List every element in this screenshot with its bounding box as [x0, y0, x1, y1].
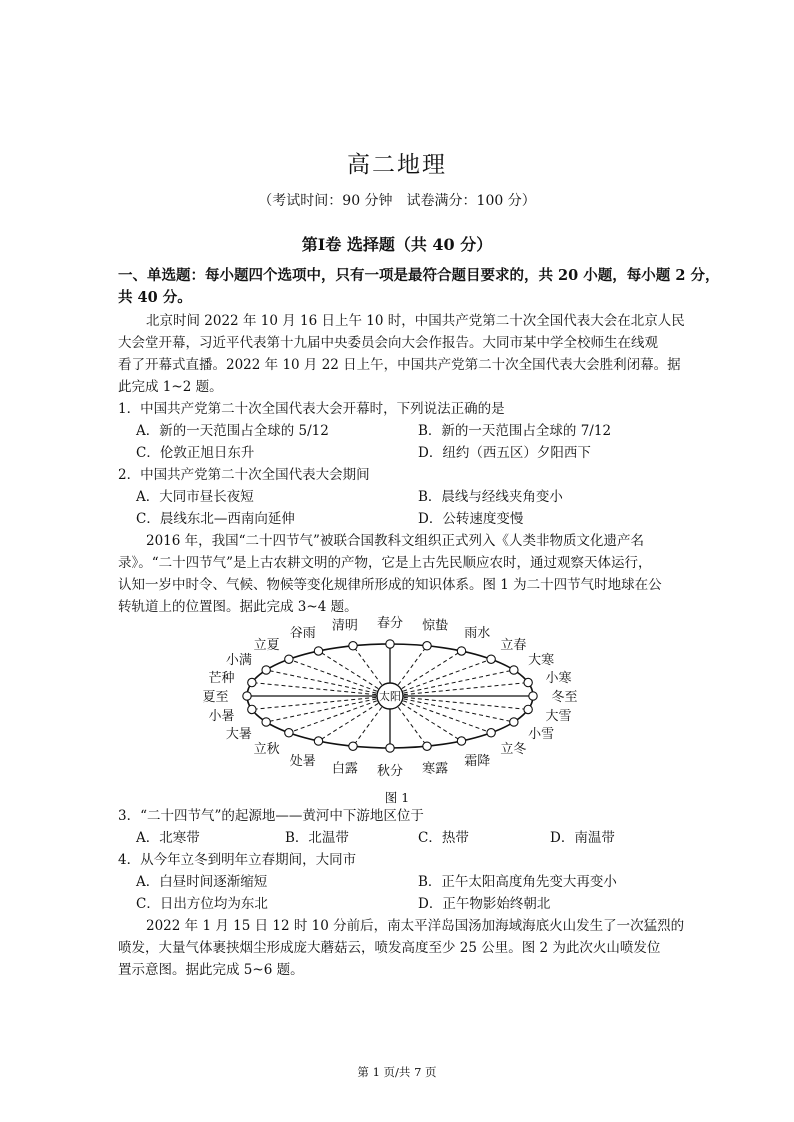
q4-option-b: B．正午太阳高度角先变大再变小: [418, 874, 617, 890]
passage2-line: 转轨道上的位置图。据此完成 3~4 题。: [118, 599, 358, 615]
earth-position-dot: [243, 692, 251, 700]
solar-term-label: 谷雨: [289, 626, 316, 642]
solar-term-label: 小暑: [208, 709, 235, 725]
passage3-line: 置示意图。据此完成 5~6 题。: [118, 962, 304, 978]
earth-position-dot: [487, 655, 495, 663]
solar-term-label: 小满: [225, 653, 252, 669]
passage2-line: 录》。“二十四节气”是上古农耕文明的产物，它是上古先民顺应农时，通过观察天体运行，: [118, 555, 652, 571]
earth-position-dot: [423, 742, 431, 750]
q3-option-a: A．北寒带: [136, 830, 200, 846]
q1-option-d: D．纽约（西五区）夕阳西下: [418, 445, 591, 461]
solar-term-label: 春分: [376, 616, 404, 632]
question-3-stem: 3．“二十四节气”的起源地——黄河中下游地区位于: [118, 808, 424, 824]
q2-option-d: D．公转速度变慢: [418, 511, 524, 527]
earth-position-dot: [349, 742, 357, 750]
solar-term-label: 惊蛰: [422, 618, 449, 634]
solar-term-label: 寒露: [422, 761, 449, 777]
passage1-line: 北京时间 2022 年 10 月 16 日上午 10 时，中国共产党第二十次全国代表大会在北京人民: [146, 313, 685, 329]
solar-term-label: 大暑: [225, 726, 252, 742]
q3-option-d: D．南温带: [550, 830, 615, 846]
earth-position-dot: [457, 647, 465, 655]
q1-option-b: B．新的一天范围占全球的 7/12: [418, 423, 612, 439]
earth-position-dot: [524, 678, 532, 686]
passage2-line: 2016 年，我国“二十四节气”被联合国教科文组织正式列入《人类非物质文化遗产名: [146, 533, 644, 549]
passage3-line: 喷发，大量气体裹挟烟尘形成庞大蘑菇云，喷发高度至少 25 公里。图 2 为此次火山喷发位: [118, 940, 661, 956]
earth-position-dot: [524, 705, 532, 713]
section-title: 第Ⅰ卷 选择题（共 40 分）: [301, 235, 493, 254]
q3-option-c: C．热带: [418, 830, 469, 846]
earth-position-dot: [248, 678, 256, 686]
earth-position-dot: [285, 655, 293, 663]
solar-term-label: 雨水: [464, 626, 491, 642]
question-2-stem: 2．中国共产党第二十次全国代表大会期间: [118, 467, 370, 483]
solar-term-label: 夏至: [202, 690, 229, 705]
solar-term-label: 冬至: [551, 690, 578, 705]
orbit-spoke: [390, 683, 528, 696]
part1-heading-line2: 共 40 分。: [118, 289, 192, 306]
q1-option-a: A．新的一天范围占全球的 5/12: [136, 423, 329, 439]
q3-option-b: B．北温带: [285, 830, 349, 846]
passage1-line: 此完成 1~2 题。: [118, 379, 223, 395]
solar-term-label: 立秋: [253, 742, 280, 758]
earth-position-dot: [457, 737, 465, 745]
solar-term-label: 立春: [500, 637, 527, 653]
q1-option-c: C．伦敦正旭日东升: [136, 445, 255, 461]
passage3-line: 2022 年 1 月 15 日 12 时 10 分前后，南太平洋岛国汤加海域海底火山发生了一次猛烈的: [146, 918, 685, 934]
solar-term-label: 大雪: [545, 709, 572, 725]
orbit-spoke: [252, 696, 390, 709]
earth-position-dot: [314, 737, 322, 745]
earth-position-dot: [349, 642, 357, 650]
q2-option-a: A．大同市昼长夜短: [136, 489, 254, 505]
solar-term-label: 芒种: [208, 670, 235, 686]
solar-term-label: 立夏: [253, 637, 280, 653]
orbit-spoke: [390, 696, 528, 709]
earth-position-dot: [386, 744, 394, 752]
page-footer: 第 1 页/共 7 页: [357, 1065, 437, 1079]
q4-option-d: D．正午物影始终朝北: [418, 896, 551, 912]
q4-option-a: A．白昼时间逐渐缩短: [136, 874, 268, 890]
solar-term-label: 小雪: [528, 726, 555, 742]
q4-option-c: C．日出方位均为东北: [136, 896, 268, 912]
solar-term-label: 霜降: [464, 753, 491, 769]
earth-position-dot: [314, 647, 322, 655]
q2-option-b: B．晨线与经线夹角变小: [418, 489, 563, 505]
earth-position-dot: [423, 642, 431, 650]
passage1-line: 大会堂开幕，习近平代表第十九届中央委员会向大会作报告。大同市某中学全校师生在线观: [118, 335, 658, 351]
earth-position-dot: [248, 705, 256, 713]
part1-heading-line1: 一、单选题：每小题四个选项中，只有一项是最符合题目要求的，共 20 小题，每小题 2 分，: [118, 267, 720, 284]
solar-term-label: 大寒: [528, 653, 555, 669]
solar-term-label: 立冬: [500, 742, 527, 758]
earth-position-dot: [487, 729, 495, 737]
solar-term-label: 小寒: [545, 670, 572, 686]
earth-position-dot: [285, 729, 293, 737]
orbit-spoke: [252, 683, 390, 696]
earth-position-dot: [510, 718, 518, 726]
earth-position-dot: [386, 640, 394, 648]
earth-position-dot: [262, 718, 270, 726]
exam-info: （考试时间：90 分钟 试卷满分：100 分）: [258, 193, 536, 209]
passage2-line: 认知一岁中时令、气候、物候等变化规律所形成的知识体系。图 1 为二十四节气时地球在公: [118, 577, 662, 593]
solar-term-label: 白露: [331, 761, 358, 777]
question-4-stem: 4．从今年立冬到明年立春期间，大同市: [118, 852, 357, 868]
solar-term-label: 清明: [331, 618, 358, 634]
earth-position-dot: [529, 692, 537, 700]
figure-1-caption: 图 1: [384, 790, 410, 805]
solar-term-label: 秋分: [376, 763, 404, 779]
earth-position-dot: [510, 666, 518, 674]
page-title: 高二地理: [347, 152, 447, 178]
passage1-line: 看了开幕式直播。2022 年 10 月 22 日上午，中国共产党第二十次全国代表大会胜利闭幕。据: [118, 357, 681, 373]
solar-term-label: 处暑: [289, 753, 316, 769]
earth-position-dot: [262, 666, 270, 674]
q2-option-c: C．晨线东北—西南向延伸: [136, 511, 295, 527]
question-1-stem: 1．中国共产党第二十次全国代表大会开幕时，下列说法正确的是: [118, 401, 505, 417]
sun-label: 太阳: [379, 690, 401, 703]
solar-terms-orbit-diagram: [200, 600, 610, 785]
